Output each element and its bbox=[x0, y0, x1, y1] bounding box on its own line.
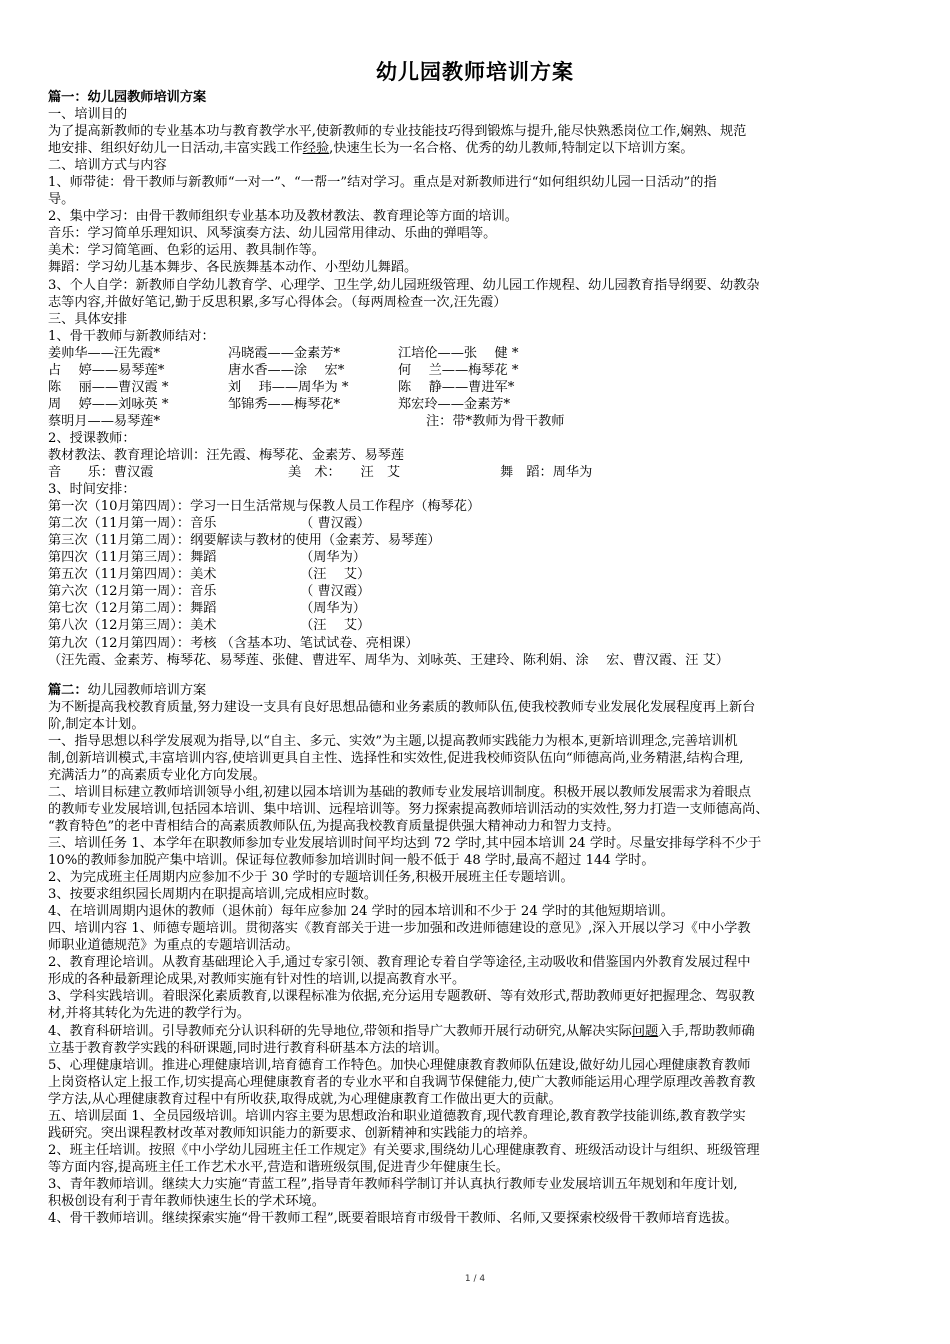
part2-block-a bbox=[48, 699, 908, 1023]
schedule-what: 考核 （含基本功、笔试试卷、亮相课） bbox=[190, 635, 419, 651]
part1-heading: 篇一：幼儿园教师培训方案 bbox=[48, 90, 207, 105]
paragraph-line: 2、教育理论培训。从教育基础理论入手,通过专家引领、教育理论专着自学等途径,主动吸收和借鉴国内外教育发展过程中 bbox=[48, 955, 751, 971]
pair-row bbox=[48, 345, 908, 362]
pair-row bbox=[48, 362, 908, 379]
schedule-row bbox=[48, 532, 908, 549]
paragraph-line: 阶,制定本计划。 bbox=[48, 716, 145, 732]
paragraph-line: 践研究。突出课程教材改革对教师知识能力的新要求、创新精神和实践能力的培养。 bbox=[48, 1125, 536, 1141]
paragraph-line: 立基于教育教学实践的科研课题,同时进行教育科研基本方法的培训。 bbox=[48, 1040, 448, 1056]
schedule-who: （ 曹汉霞） bbox=[300, 516, 371, 532]
pair-cell: 周 婷——刘咏英 * bbox=[48, 396, 169, 412]
paragraph-line: 的教师专业发展培训,包括园本培训、集中培训、远程培训等。努力探索提高教师培训活动的实效性,努力打造一支师德高尚、 bbox=[48, 801, 769, 817]
paragraph-line: 材,并将其转化为先进的教学行为。 bbox=[48, 1006, 251, 1022]
pair-cell: 何 兰——梅琴花 * bbox=[398, 362, 519, 378]
paragraph-line bbox=[48, 140, 908, 157]
examiners-line: （汪先霞、金素芳、梅琴花、易琴莲、张健、曹进军、周华为、刘咏英、王建玲、陈利娟、涂 宏、曹汉霞、汪 艾） bbox=[48, 652, 729, 668]
schedule-who: （汪 艾） bbox=[300, 567, 371, 583]
schedule-when: 第五次（11月第四周）： bbox=[48, 567, 191, 583]
teacher-dance: 舞 蹈：周华为 bbox=[500, 465, 593, 481]
schedule-what: 纲要解读与教材的使用（金素芳、易琴莲） bbox=[190, 533, 441, 549]
schedule-when: 第七次（12月第二周）： bbox=[48, 601, 191, 617]
schedule-when: 第三次（11月第二周）： bbox=[48, 533, 191, 549]
paragraph-line: 4、在培训周期内退休的教师（退休前）每年应参加 24 学时的园本培训和不少于 24 学时的其他短期培训。 bbox=[48, 904, 674, 920]
paragraph-line: 2、授课教师： bbox=[48, 430, 136, 446]
text-span: ,快速生长为一名合格、优秀的幼儿教师,特制定以下培训方案。 bbox=[329, 141, 694, 157]
schedule-when: 第九次（12月第四周）： bbox=[48, 635, 191, 651]
paragraph-line: 四、培训内容 1、师德专题培训。贯彻落实《教育部关于进一步加强和改进师德建设的意见》,深入开展以学习《中小学教 bbox=[48, 921, 751, 937]
schedule-row bbox=[48, 617, 908, 634]
document-body bbox=[48, 89, 908, 1227]
schedule-when: 第四次（11月第三周）： bbox=[48, 550, 191, 566]
schedule-row bbox=[48, 583, 908, 600]
pair-cell: 江培伦——张 健 * bbox=[398, 345, 519, 361]
pair-cell: 郑宏玲——金素芳* bbox=[398, 396, 511, 412]
teacher-row bbox=[48, 464, 908, 481]
pair-row bbox=[48, 396, 908, 413]
part2-heading-title: 幼儿园教师培训方案 bbox=[87, 682, 207, 698]
paragraph-line: 教材教法、教育理论培训：汪先霞、梅琴花、金素芳、易琴莲 bbox=[48, 447, 405, 463]
paragraph-line: 志等内容,并做好笔记,勤于反思积累,多写心得体会。（每两周检查一次,汪先霞） bbox=[48, 294, 507, 310]
schedule-what: 美术 bbox=[190, 567, 217, 583]
schedule-what: 美术 bbox=[190, 618, 217, 634]
section-title: 三、具体安排 bbox=[48, 311, 128, 327]
schedule-what: 舞蹈 bbox=[190, 550, 217, 566]
text-span: 入手,帮助教师确 bbox=[658, 1023, 755, 1039]
paragraph-line: 5、心理健康培训。推进心理健康培训,培育德育工作特色。加快心理健康教育教师队伍建设,做好幼儿园心理健康教育教师 bbox=[48, 1057, 751, 1073]
schedule-who: （ 曹汉霞） bbox=[300, 584, 371, 600]
pair-cell: 姜帅华——汪先霞* bbox=[48, 345, 161, 361]
pair-row bbox=[48, 379, 908, 396]
schedule-row bbox=[48, 549, 908, 566]
page-number: 1 / 4 bbox=[464, 1274, 486, 1284]
paragraph-line: 二、培训目标建立教师培训领导小组,初建以园本培训为基础的教师专业发展培训制度。积极开展以教师发展需求为着眼点 bbox=[48, 784, 752, 800]
schedule-row bbox=[48, 566, 908, 583]
schedule-who: （汪 艾） bbox=[300, 618, 371, 634]
paragraph-line: 3、个人自学：新教师自学幼儿教育学、心理学、卫生学,幼儿园班级管理、幼儿园工作规程、幼儿园教育指导纲要、幼教杂 bbox=[48, 277, 760, 293]
paragraph-line: 3、青年教师培训。继续大力实施“青蓝工程”,指导青年教师科学制订并认真执行教师专业发展培训五年规划和年度计划, bbox=[48, 1176, 738, 1192]
schedule-what: 音乐 bbox=[190, 516, 217, 532]
paragraph-line: 3、学科实践培训。着眼深化素质教育,以课程标准为依据,充分运用专题教研、等有效形式,帮助教师更好把握理念、驾驭教 bbox=[48, 989, 755, 1005]
pair-cell: 邹锦秀——梅琴花* bbox=[228, 396, 341, 412]
paragraph-line: 1、骨干教师与新教师结对： bbox=[48, 328, 215, 344]
section-gap bbox=[48, 669, 908, 682]
paragraph-line: 2、集中学习：由骨干教师组织专业基本功及教材教法、教育理论等方面的培训。 bbox=[48, 209, 518, 225]
paragraph-line: 学方法,从心理健康教育过程中有所收获,取得成就,为心理健康教育工作做出更大的贡献。 bbox=[48, 1091, 562, 1107]
paragraph-line: 三、培训任务 1、本学年在职教师参加专业发展培训时间平均达到 72 学时,其中园本培训 24 学时。尽量安排每学科不少于 bbox=[48, 836, 762, 852]
paragraph-line: 上岗资格认定上报工作,切实提高心理健康教育者的专业水平和自我调节保健能力,使广大教师能运用心理学原理改善教育教 bbox=[48, 1074, 756, 1090]
part2-heading bbox=[48, 682, 908, 699]
underlined-text: 问题 bbox=[631, 1023, 659, 1039]
text-span: 4、教育科研培训。引导教师充分认识科研的先导地位,带领和指导广大教师开展行动研究,从解决实际 bbox=[48, 1023, 632, 1039]
pair-row bbox=[48, 413, 908, 430]
pair-cell: 唐水香——涂 宏* bbox=[228, 362, 345, 378]
paragraph-line: 五、培训层面 1、全员园级培训。培训内容主要为思想政治和职业道德教育,现代教育理论,教育教学技能训练,教育教学实 bbox=[48, 1108, 746, 1124]
schedule-row bbox=[48, 600, 908, 617]
pair-cell: 刘 玮——周华为 * bbox=[228, 379, 349, 395]
schedule-when: 第八次（12月第三周）： bbox=[48, 618, 191, 634]
paragraph-line: 等方面内容,提高班主任工作艺术水平,营造和谐班级氛围,促进青少年健康生长。 bbox=[48, 1159, 509, 1175]
section-title: 二、培训方式与内容 bbox=[48, 158, 167, 174]
paragraph-line: 为了提高新教师的专业基本功与教育教学水平,使新教师的专业技能技巧得到锻炼与提升,能尽快熟悉岗位工作,娴熟、规范 bbox=[48, 124, 747, 140]
schedule-what: 学习一日生活常规与保教人员工作程序（梅琴花） bbox=[190, 499, 481, 515]
paragraph-line: 制,创新培训模式,丰富培训内容,使培训更具自主性、选择性和实效性,促进我校师资队伍向“师德高尚,业务精湛,结构合理, bbox=[48, 750, 744, 766]
paragraph-line bbox=[48, 1023, 908, 1040]
paragraph-line: “教育特色”的老中青相结合的高素质教师队伍,为提高我校教育质量提供强大精神动力和智力支持。 bbox=[48, 818, 620, 834]
schedule-when: 第六次（12月第一周）： bbox=[48, 584, 191, 600]
teacher-music: 音 乐：曹汉霞 bbox=[48, 465, 154, 481]
paragraph-line: 为不断提高我校教育质量,努力建设一支具有良好思想品德和业务素质的教师队伍,使我校教师专业发展化发展程度再上新台 bbox=[48, 699, 756, 715]
pair-note: 注：带*教师为骨干教师 bbox=[426, 413, 565, 429]
paragraph-line: 10%的教师参加脱产集中培训。保证每位教师参加培训时间一般不低于 48 学时,最高不超过 144 学时。 bbox=[48, 853, 655, 869]
paragraph-line: 美术：学习简笔画、色彩的运用、教具制作等。 bbox=[48, 243, 325, 259]
schedule-what: 舞蹈 bbox=[190, 601, 217, 617]
paragraph-line: 3、时间安排： bbox=[48, 482, 136, 498]
schedule-row bbox=[48, 515, 908, 532]
schedule-what: 音乐 bbox=[190, 584, 217, 600]
paragraph-line: 舞蹈：学习幼儿基本舞步、各民族舞基本动作、小型幼儿舞蹈。 bbox=[48, 260, 418, 276]
paragraph-line: 1、师带徒：骨干教师与新教师“一对一”、“一帮一”结对学习。重点是对新教师进行“如何组织幼儿园一日活动”的指 bbox=[48, 175, 717, 191]
pair-cell: 蔡明月——易琴莲* bbox=[48, 413, 161, 429]
schedule-who: （周华为） bbox=[300, 550, 366, 566]
part2-heading-label: 篇二： bbox=[48, 682, 88, 698]
part2-block-b bbox=[48, 1040, 908, 1228]
paragraph-line: 形成的各种最新理论成果,对教师实施有针对性的培训,以提高教育水平。 bbox=[48, 972, 466, 988]
pair-cell: 冯晓霞——金素芳* bbox=[228, 345, 341, 361]
paragraph-line: 2、为完成班主任周期内应参加不少于 30 学时的专题培训任务,积极开展班主任专题培训。 bbox=[48, 870, 574, 886]
paragraph-line: 音乐：学习简单乐理知识、风琴演奏方法、幼儿园常用律动、乐曲的弹唱等。 bbox=[48, 226, 497, 242]
paragraph-line: 师职业道德规范》为重点的专题培训活动。 bbox=[48, 938, 299, 954]
schedule-when: 第一次（10月第四周）： bbox=[48, 499, 191, 515]
document-title: 幼儿园教师培训方案 bbox=[376, 60, 574, 84]
paragraph-line: 3、按要求组织园长周期内在职提高培训,完成相应时数。 bbox=[48, 887, 378, 903]
text-span: 地安排、组织好幼儿一日活动,丰富实践工作 bbox=[48, 141, 303, 157]
teacher-art: 美 术： 汪 艾 bbox=[288, 465, 401, 481]
paragraph-line: 充满活力”的高素质专业化方向发展。 bbox=[48, 767, 266, 783]
schedule-who: （周华为） bbox=[300, 601, 366, 617]
paragraph-line: 积极创设有利于青年教师快速生长的学术环境。 bbox=[48, 1194, 325, 1209]
paragraph-line: 4、骨干教师培训。继续探索实施“骨干教师工程”,既要着眼培育市级骨干教师、名师,又要探索校级骨干教师培育选拔。 bbox=[48, 1211, 738, 1227]
section-title: 一、培训目的 bbox=[48, 107, 128, 123]
schedule-row bbox=[48, 498, 908, 515]
schedule-row bbox=[48, 635, 908, 652]
pair-cell: 陈 静——曹进军* bbox=[398, 379, 515, 395]
paragraph-line: 一、指导思想以科学发展观为指导,以“自主、多元、实效”为主题,以提高教师实践能力为根本,更新培训理念,完善培训机 bbox=[48, 733, 738, 749]
paragraph-line: 导。 bbox=[48, 192, 75, 208]
schedule-when: 第二次（11月第一周）： bbox=[48, 516, 191, 532]
pair-cell: 陈 丽——曹汉霞 * bbox=[48, 379, 169, 395]
paragraph-line: 2、班主任培训。按照《中小学幼儿园班主任工作规定》有关要求,围绕幼儿心理健康教育、班级活动设计与组织、班级管理 bbox=[48, 1142, 760, 1158]
underlined-text: 经验 bbox=[302, 141, 330, 157]
pair-cell: 占 婷——易琴莲* bbox=[48, 362, 165, 378]
